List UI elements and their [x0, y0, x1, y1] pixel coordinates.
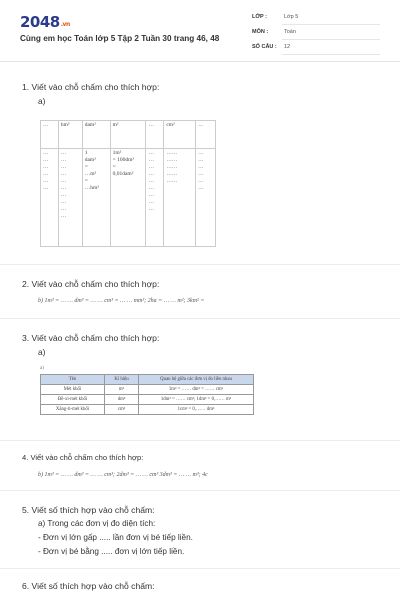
table-header-cell: Tên: [41, 375, 105, 385]
table-cell: 1cm³ = 0,…… dm³: [139, 405, 254, 415]
question-3-part: a): [38, 347, 46, 357]
question-6-title: 6. Viết số thích hợp vào chỗ chấm:: [22, 581, 155, 591]
table-cell: Đề-xi-mét khối: [41, 395, 105, 405]
question-5-line: - Đơn vị lớn gấp ..... lần đơn vị bé tiếp liền.: [38, 533, 193, 542]
meta-divider: [282, 24, 380, 25]
section-divider: [0, 490, 400, 491]
meta-divider: [282, 39, 380, 40]
site-logo[interactable]: [20, 13, 70, 31]
section-divider: [0, 318, 400, 319]
table-cell: 1m² = 100dm² = 0,01dam²: [110, 149, 146, 247]
meta-subject-key: MÔN :: [252, 29, 269, 35]
question-1-part: a): [38, 96, 46, 106]
question-4-equation: b) 1m³ = … … dm³ = … … cm³; 2dm³ = … … cm³ 3dm³ = … … m³; 4c: [38, 472, 208, 478]
table-cell: dm³: [105, 395, 139, 405]
table-cell: … … … … … …: [196, 149, 216, 247]
meta-count-value: 12: [284, 44, 291, 50]
page-header: [0, 0, 400, 62]
document-title: Cùng em học Toán lớp 5 Tập 2 Tuần 30 trang 46, 48: [20, 34, 220, 43]
section-divider: [0, 264, 400, 265]
table-cell: Xăng-ti-mét khối: [41, 405, 105, 415]
table-header-cell: m²: [110, 121, 146, 149]
table-row: [41, 405, 254, 415]
table-header-cell: Quan hệ giữa các đơn vị đo liền nhau: [139, 375, 254, 385]
section-divider: [0, 440, 400, 441]
table-header-cell: …: [146, 121, 164, 149]
question-1-title: 1. Viết vào chỗ chấm cho thích hợp:: [22, 82, 160, 92]
question-2-equation: b) 1m³ = … … dm³ = … … cm³ = … … mm³; 2ha = … … m²; 3km² =: [38, 298, 205, 304]
question-3-title: 3. Viết vào chỗ chấm cho thích hợp:: [22, 333, 160, 343]
table-cell: … … … … … …: [41, 149, 59, 247]
logo-text: 2048: [20, 13, 60, 31]
table-cell: 1 dam² = …m² = …hm²: [82, 149, 110, 247]
meta-divider: [282, 54, 380, 55]
table-cell: m³: [105, 385, 139, 395]
question-5-title: 5. Viết số thích hợp vào chỗ chấm:: [22, 505, 155, 515]
logo-suffix: .vn: [60, 21, 70, 28]
question-5-line: a) Trong các đơn vị đo diện tích:: [38, 519, 156, 528]
meta-count-key: SỐ CÂU :: [252, 44, 277, 50]
table-header-cell: dam²: [82, 121, 110, 149]
table-cell: 1dm³ = …… cm³; 1dm³ = 0,…… m³: [139, 395, 254, 405]
meta-class-value: Lớp 5: [284, 14, 299, 20]
table-header-cell: …: [41, 121, 59, 149]
question-2-title: 2. Viết vào chỗ chấm cho thích hợp:: [22, 279, 160, 289]
table-header-cell: cm²: [164, 121, 196, 149]
meta-subject-value: Toán: [284, 29, 296, 35]
table-cell: cm³: [105, 405, 139, 415]
meta-class-key: LỚP :: [252, 14, 267, 20]
meta-class: [252, 14, 380, 25]
table-cell: Mét khối: [41, 385, 105, 395]
question-4-title: 4. Viết vào chỗ chấm cho thích hợp:: [22, 453, 144, 462]
table-cell: … … … … … … … … … …: [58, 149, 82, 247]
table-header-cell: hm²: [58, 121, 82, 149]
table-cell: 1m³ = …… dm³ = …… cm³: [139, 385, 254, 395]
table-cell: …… …… …… …… ……: [164, 149, 196, 247]
table-row: [41, 385, 254, 395]
volume-units-table: [40, 374, 254, 415]
table-header-cell: Kí hiệu: [105, 375, 139, 385]
table-row: [41, 395, 254, 405]
area-units-table: [40, 120, 216, 247]
meta-subject: [252, 29, 380, 40]
table-caption: a): [40, 366, 44, 371]
table-header-cell: …: [196, 121, 216, 149]
meta-count: [252, 44, 380, 55]
question-5-line: - Đơn vị bé bằng ..... đơn vị lớn tiếp liền.: [38, 547, 185, 556]
section-divider: [0, 568, 400, 569]
table-cell: … … … … … … … … …: [146, 149, 164, 247]
